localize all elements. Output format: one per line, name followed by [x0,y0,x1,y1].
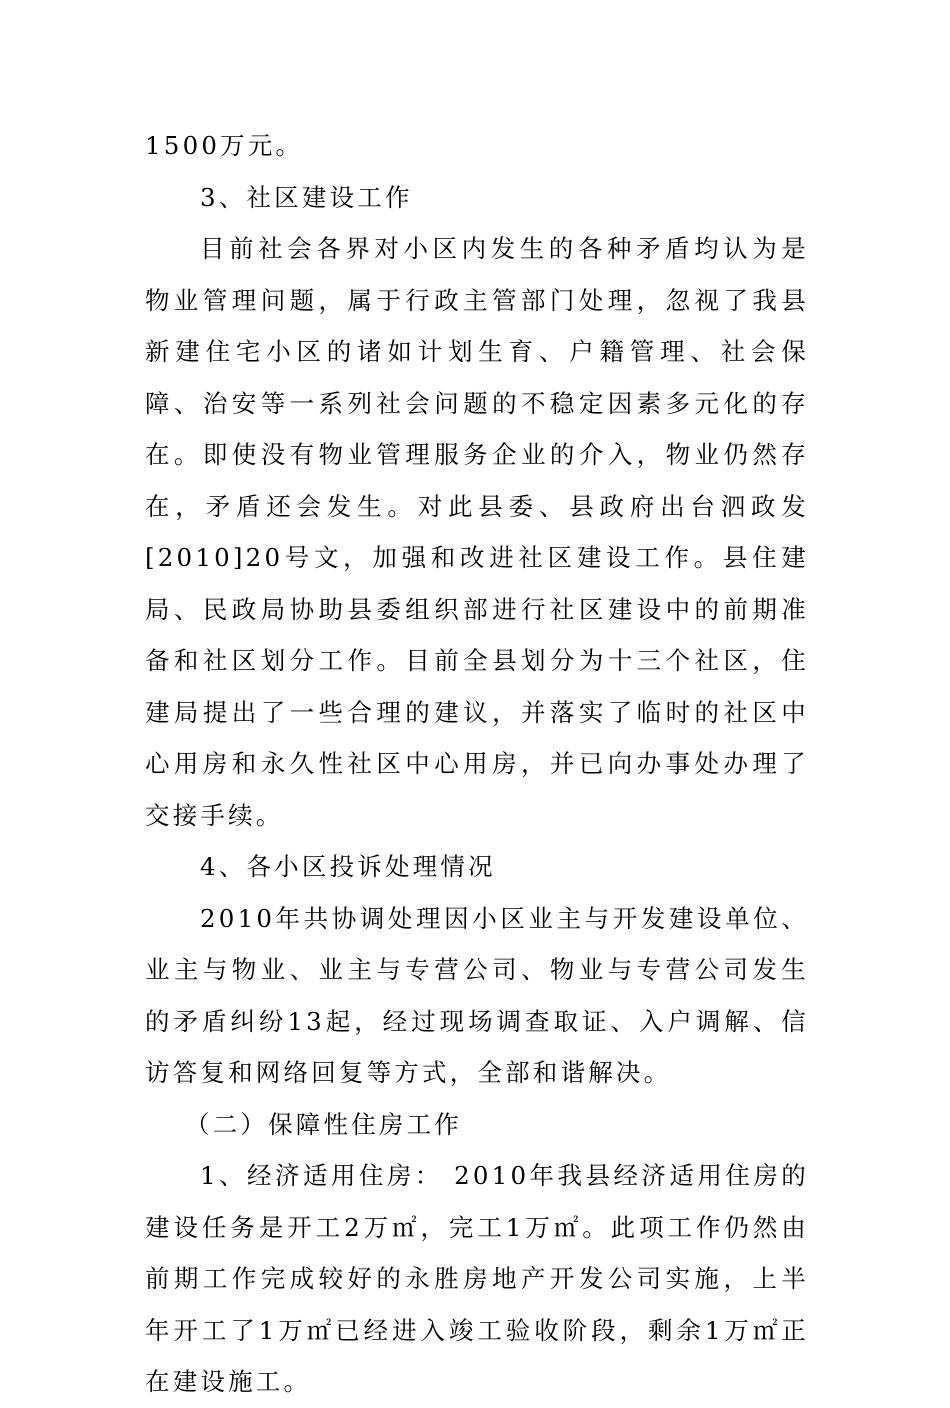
section-heading-complaints: 4、各小区投诉处理情况 [200,852,496,881]
paragraph-continuation: 1500万元。 [145,131,304,160]
section-heading-community: 3、社区建设工作 [200,182,413,212]
document-body [145,120,809,1408]
paragraph-affordable-housing: 1、经济适用住房： 2010年我县经济适用住房的建设任务是开工2万㎡，完工1万㎡。此项工作仍然由前期工作完成较好的永胜房地产开发公司实施，上半年开工了1万㎡已经进入竣工验收阶段，剩余1万㎡正在建设施工。 [145,1161,809,1396]
paragraph-community: 目前社会各界对小区内发生的各种矛盾均认为是物业管理问题，属于行政主管部门处理，忽视了我县新建住宅小区的诸如计划生育、户籍管理、社会保障、治安等一系列社会问题的不稳定因素多元化的存在。即使没有物业管理服务企业的介入，物业仍然存在，矛盾还会发生。对此县委、县政府出台泗政发[2010]20号文，加强和改进社区建设工作。县住建局、民政局协助县委组织部进行社区建设中的前期准备和社区划分工作。目前全县划分为十三个社区，住建局提出了一些合理的建议，并落实了临时的社区中心用房和永久性社区中心用房，并已向办事处办理了交接手续。 [145,234,809,830]
section-heading-housing: （二）保障性住房工作 [185,1109,462,1139]
paragraph-complaints: 2010年共协调处理因小区业主与开发建设单位、业主与物业、业主与专营公司、物业与专营公司发生的矛盾纠纷13起，经过现场调查取证、入户调解、信访答复和网络回复等方式，全部和谐解决。 [145,903,809,1087]
